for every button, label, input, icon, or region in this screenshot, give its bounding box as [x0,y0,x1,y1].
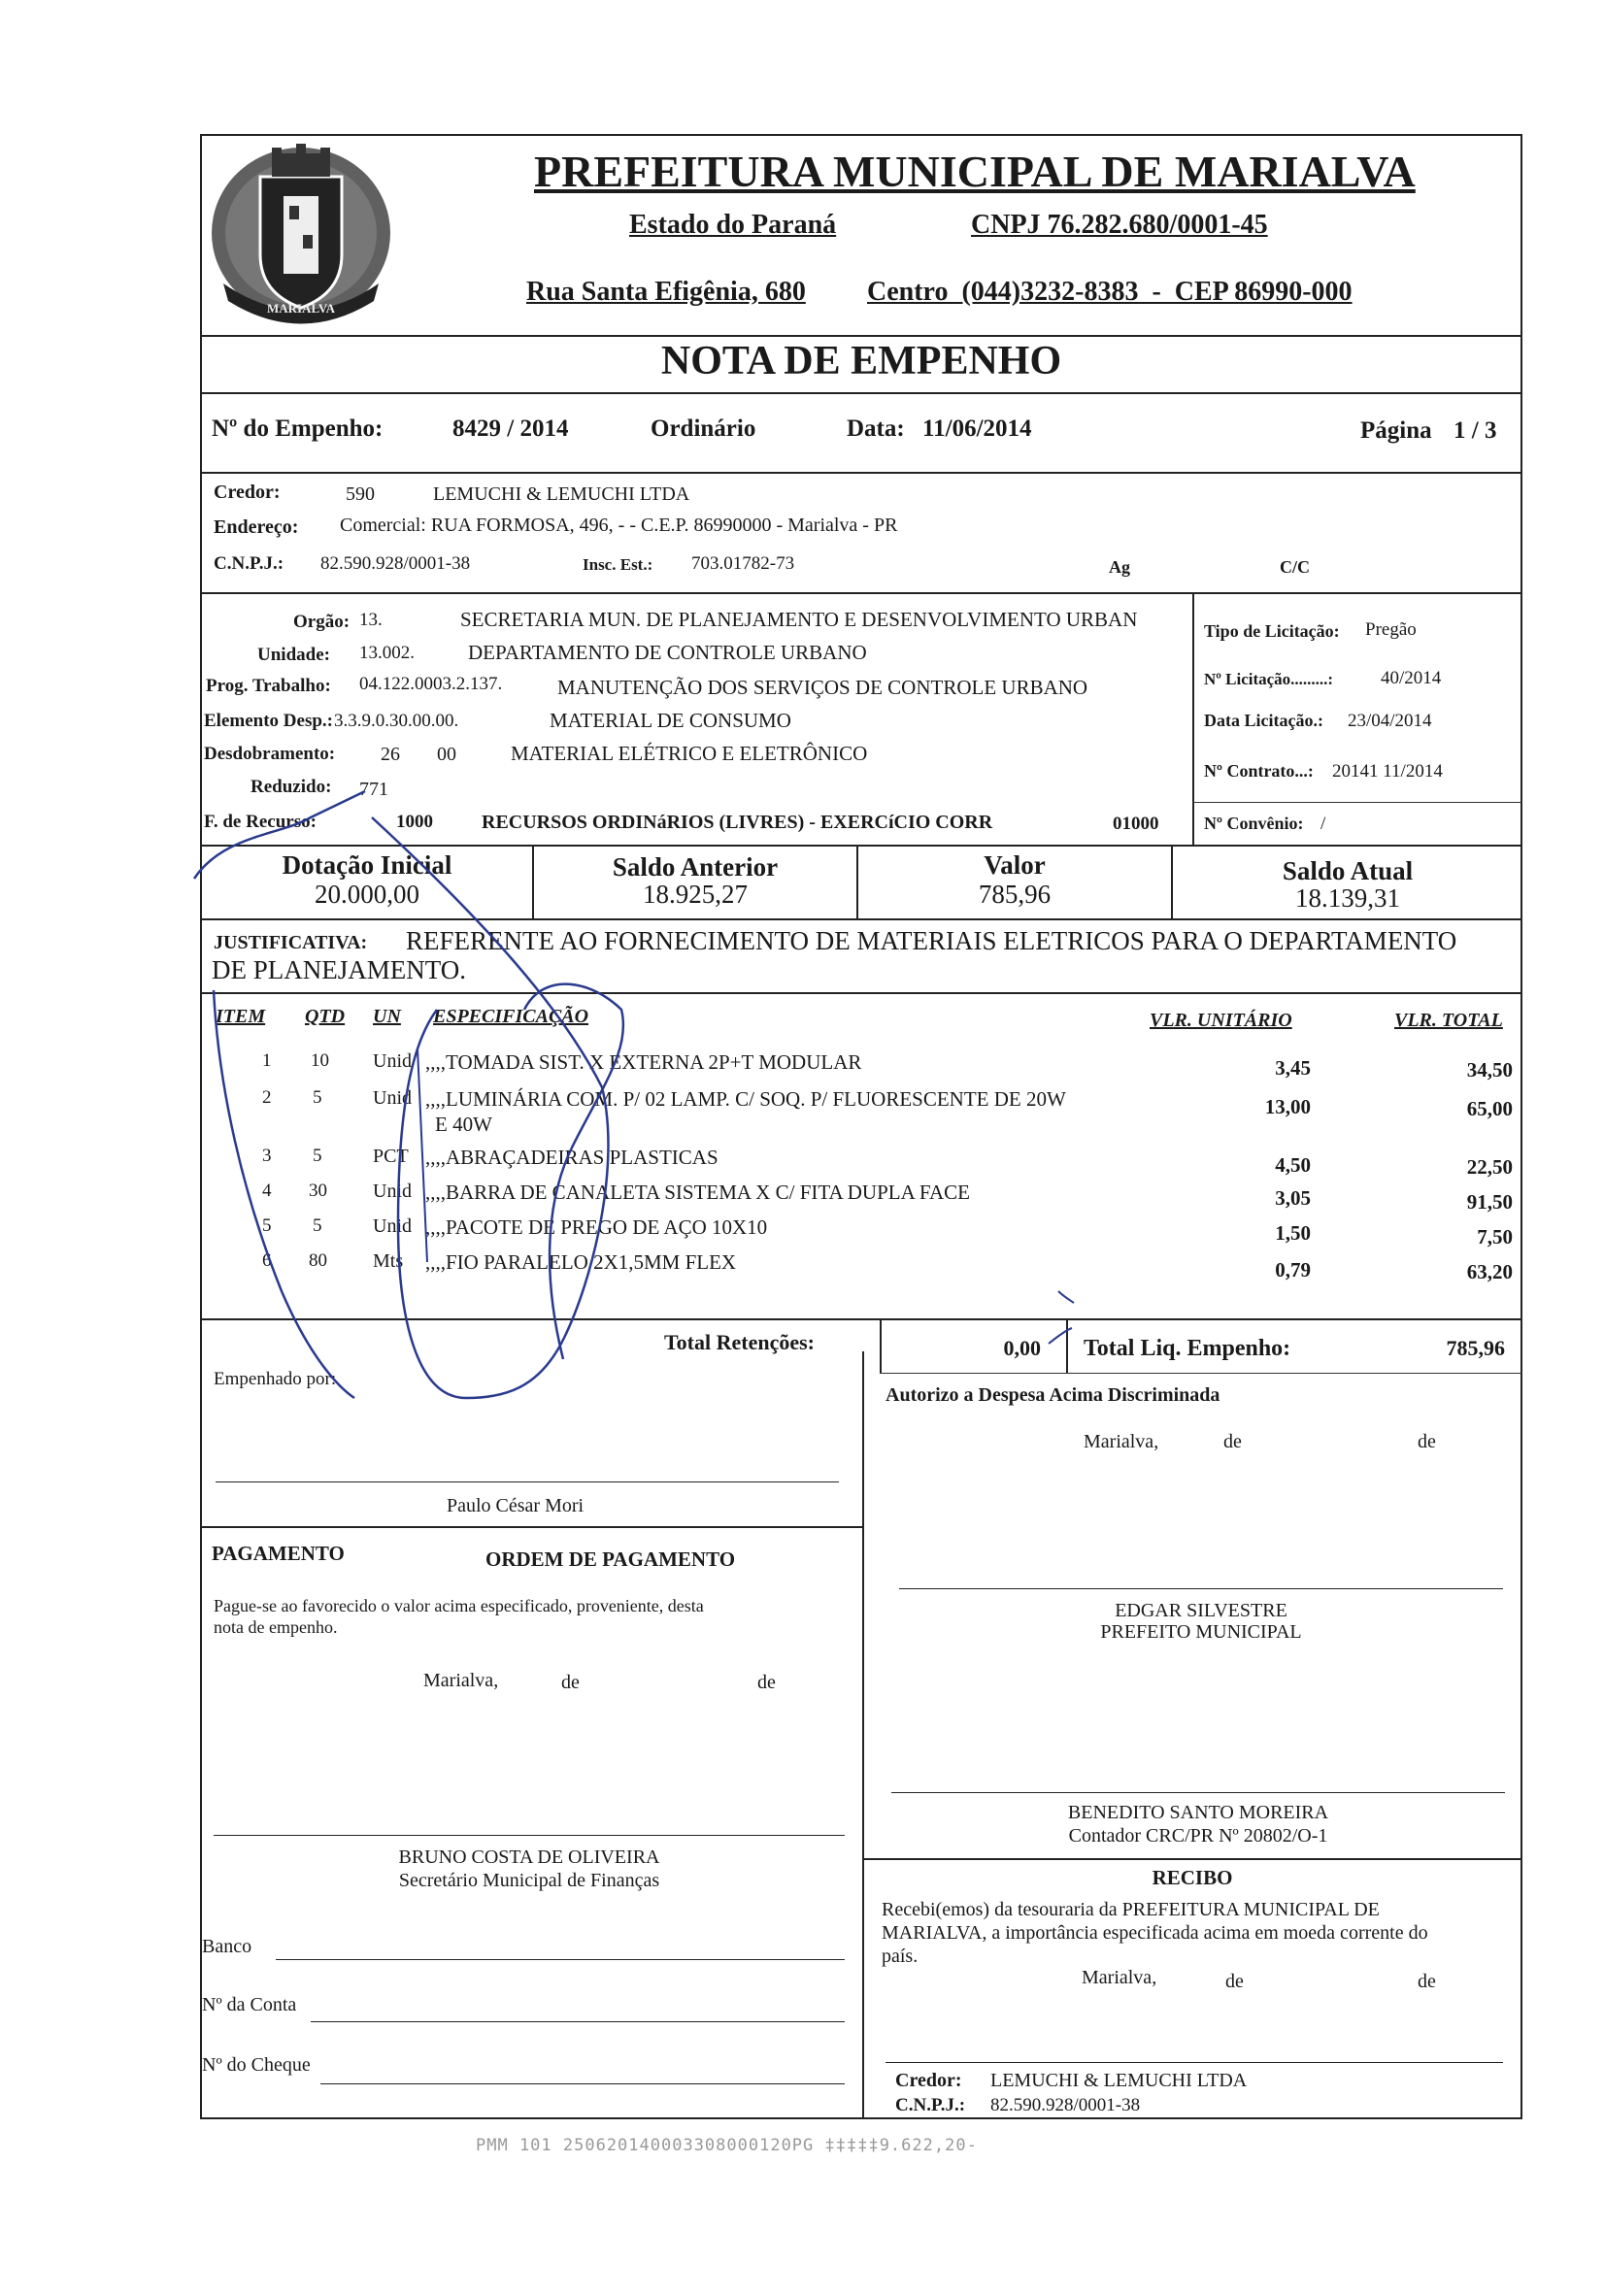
desdobramento-name: MATERIAL ELÉTRICO E ELETRÔNICO [511,742,868,765]
banco-label: Banco [202,1936,252,1957]
row-total: 91,50 [1466,1190,1513,1214]
desdobramento-code: 26 [381,744,400,765]
address-label: Rua Santa Efigênia, 680 [526,277,806,307]
unidade-code: 13.002. [359,643,415,663]
cc-label: C/C [1280,557,1310,577]
row-qtd: 5 [313,1146,322,1166]
desdobramento-label: Desdobramento: [204,744,336,764]
orgao-label: Orgão: [293,612,351,632]
row-spec-continued: E 40W [435,1113,492,1136]
autorizo-label: Autorizo a Despesa Acima Discriminada [886,1384,1220,1406]
prog-name: MANUTENÇÃO DOS SERVIÇOS DE CONTROLE URBANO [557,676,1088,699]
row-unit: 3,05 [1275,1186,1311,1210]
row-total: 65,00 [1466,1097,1513,1120]
row-un: Unid [373,1087,412,1109]
ag-label: Ag [1109,557,1130,577]
dotacao-label: Dotação Inicial [282,850,452,880]
credor-cnpj-label: C.N.P.J.: [214,553,284,574]
reduzido-label: Reduzido: [251,777,332,797]
row-unit: 13,00 [1264,1095,1311,1118]
pague-text-1: Pague-se ao favorecido o valor acima especificado, proveniente, desta [214,1596,704,1615]
empenhado-label: Empenhado por: [214,1369,337,1389]
recibo-city: Marialva, [1082,1967,1157,1988]
saldo-anterior-label: Saldo Anterior [612,852,779,882]
recibo-text-2: MARIALVA, a importância especificada acima em moeda corrente do [882,1922,1428,1944]
municipal-crest-icon [204,138,408,332]
row-item: 4 [262,1181,272,1201]
col-item: ITEM [216,1006,266,1027]
row-spec: ,,,,FIO PARALELO 2X1,5MM FLEX [425,1250,737,1274]
unidade-label: Unidade: [257,645,330,665]
row-total: 7,50 [1477,1225,1513,1248]
valor-value: 785,96 [978,880,1052,909]
empenho-label: Nº do Empenho: [212,416,384,442]
cnpj-label: CNPJ 76.282.680/0001-45 [971,210,1268,240]
recibo-label: RECIBO [1152,1866,1233,1889]
contact-label: Centro (044)3232-8383 - CEP 86990-000 [867,277,1353,307]
ie-label: Insc. Est.: [583,555,653,574]
credor-code: 590 [346,483,375,505]
row-un: Unid [373,1215,412,1237]
row-total: 63,20 [1466,1260,1513,1283]
row-unit: 3,45 [1275,1056,1311,1080]
elemento-name: MATERIAL DE CONSUMO [550,709,791,732]
empenho-number: 8429 / 2014 [452,416,569,442]
row-qtd: 30 [309,1181,327,1201]
row-qtd: 10 [311,1050,329,1071]
document-title: NOTA DE EMPENHO [660,339,1062,383]
conta-label: Nº da Conta [202,1994,297,2015]
tipo-licitacao: Pregão [1365,619,1417,640]
valor-label: Valor [984,850,1046,880]
pague-de-1: de [561,1672,580,1693]
recibo-de-1: de [1225,1971,1244,1992]
credor-ie: 703.01782-73 [691,553,795,574]
credor-name: LEMUCHI & LEMUCHI LTDA [433,483,690,505]
recibo-text-3: país. [882,1946,919,1967]
row-item: 6 [262,1250,272,1271]
credor-cnpj: 82.590.928/0001-38 [320,553,471,574]
fonte-number: 01000 [1113,814,1159,834]
desdobramento-sub: 00 [437,744,456,765]
col-vlr-total: VLR. TOTAL [1394,1010,1503,1031]
row-qtd: 5 [313,1087,322,1108]
tipo-licitacao-label: Tipo de Licitação: [1204,621,1340,641]
justificativa-line-2: DE PLANEJAMENTO. [212,955,466,984]
row-spec: ,,,,PACOTE DE PREGO DE AÇO 10X10 [425,1215,768,1239]
pague-de-2: de [757,1672,776,1693]
liquido-value: 785,96 [1446,1336,1505,1360]
justificativa-label: JUSTIFICATIVA: [214,932,368,953]
recibo-cnpj: 82.590.928/0001-38 [990,2095,1141,2115]
prefeito-name: EDGAR SILVESTRE [1115,1600,1287,1621]
row-item: 3 [262,1146,272,1166]
credor-address: Comercial: RUA FORMOSA, 496, - - C.E.P. 86990000 - Marialva - PR [340,515,898,536]
date-label: Data: [847,416,905,442]
footer-stamp: PMM 101 250620140003308000120PG ‡‡‡‡‡9.622,20- [476,2136,978,2155]
fonte-name: RECURSOS ORDINáRIOS (LIVRES) - EXERCíCIO CORR [482,812,993,833]
contador-title: Contador CRC/PR Nº 20802/O-1 [1068,1825,1328,1847]
cheque-label: Nº do Cheque [202,2054,311,2076]
retencoes-label: Total Retenções: [664,1330,815,1354]
convenio-label: Nº Convênio: [1204,814,1304,833]
prog-label: Prog. Trabalho: [206,676,331,696]
row-unit: 1,50 [1275,1221,1311,1245]
contador-name: BENEDITO SANTO MOREIRA [1067,1802,1329,1823]
data-licitacao: 23/04/2014 [1348,711,1432,731]
empenho-date: 11/06/2014 [922,416,1032,442]
data-licitacao-label: Data Licitação.: [1204,711,1323,730]
elemento-code: 3.3.9.0.30.00.00. [334,711,459,731]
autorizo-de-1: de [1223,1431,1242,1452]
retencoes-value: 0,00 [1003,1336,1041,1360]
autorizo-de-2: de [1418,1431,1436,1452]
recibo-credor-label: Credor: [895,2070,962,2091]
empenho-type: Ordinário [651,416,756,442]
row-spec: ,,,,ABRAÇADEIRAS PLASTICAS [425,1146,718,1169]
row-item: 2 [262,1087,272,1108]
contrato-label: Nº Contrato...: [1204,761,1314,781]
ordem-pagamento-label: ORDEM DE PAGAMENTO [485,1547,736,1571]
secretario-title: Secretário Municipal de Finanças [398,1870,660,1891]
row-un: Unid [373,1050,412,1072]
row-qtd: 5 [313,1215,322,1236]
pague-city: Marialva, [423,1670,499,1691]
page-title: PREFEITURA MUNICIPAL DE MARIALVA [534,147,1416,196]
autorizo-city: Marialva, [1084,1431,1159,1452]
row-unit: 0,79 [1275,1258,1311,1281]
row-spec: ,,,,BARRA DE CANALETA SISTEMA X C/ FITA DUPLA FACE [425,1181,970,1204]
col-un: UN [373,1006,401,1027]
row-total: 22,50 [1466,1155,1513,1179]
col-qtd: QTD [305,1006,346,1027]
licitacao-num: 40/2014 [1381,668,1442,688]
liquido-label: Total Liq. Empenho: [1084,1336,1291,1361]
empenhado-name: Paulo César Mori [447,1495,585,1516]
recibo-cnpj-label: C.N.P.J.: [895,2095,966,2115]
reduzido-value: 771 [359,779,388,800]
elemento-label: Elemento Desp.: [204,711,333,731]
state-label: Estado do Paraná [629,210,837,240]
fonte-code: 1000 [396,812,433,832]
col-especificacao: ESPECIFICAÇÃO [433,1006,589,1027]
contrato-value: 20141 11/2014 [1332,761,1443,782]
unidade-name: DEPARTAMENTO DE CONTROLE URBANO [468,641,867,664]
row-unit: 4,50 [1275,1153,1311,1177]
credor-label: Credor: [214,482,281,503]
row-spec: ,,,,TOMADA SIST. X EXTERNA 2P+T MODULAR [425,1050,862,1074]
orgao-name: SECRETARIA MUN. DE PLANEJAMENTO E DESENVOLVIMENTO URBAN [460,608,1138,631]
pagamento-label: PAGAMENTO [212,1542,345,1565]
row-total: 34,50 [1466,1058,1513,1081]
recibo-text-1: Recebi(emos) da tesouraria da PREFEITURA MUNICIPAL DE [882,1899,1380,1920]
saldo-atual-value: 18.139,31 [1295,883,1400,913]
row-item: 1 [262,1050,272,1071]
row-un: PCT [373,1146,409,1167]
justificativa-line-1: REFERENTE AO FORNECIMENTO DE MATERIAIS ELETRICOS PARA O DEPARTAMENTO [406,926,1457,955]
row-un: Unid [373,1181,412,1202]
row-item: 5 [262,1215,272,1236]
saldo-anterior-value: 18.925,27 [643,880,748,909]
recibo-de-2: de [1418,1971,1436,1992]
prefeito-title: PREFEITO MUNICIPAL [1100,1621,1302,1643]
address-field-label: Endereço: [214,516,299,538]
svg-text:MARIALVA: MARIALVA [266,301,336,316]
licitacao-num-label: Nº Licitação.........: [1204,670,1334,688]
fonte-label: F. de Recurso: [204,812,317,832]
saldo-atual-label: Saldo Atual [1282,856,1414,885]
secretario-name: BRUNO COSTA DE OLIVEIRA [398,1847,660,1868]
row-un: Mts [373,1250,404,1272]
page-label: Página [1360,417,1432,444]
col-vlr-unitario: VLR. UNITÁRIO [1150,1010,1292,1031]
pague-text-2: nota de empenho. [214,1617,338,1637]
convenio-value: / [1320,814,1326,834]
row-spec: ,,,,LUMINÁRIA COM. P/ 02 LAMP. C/ SOQ. P/ FLUORESCENTE DE 20W [425,1087,1066,1111]
orgao-code: 13. [359,610,383,630]
recibo-credor-name: LEMUCHI & LEMUCHI LTDA [990,2070,1248,2091]
row-qtd: 80 [309,1250,327,1271]
dotacao-value: 20.000,00 [315,880,419,909]
prog-code: 04.122.0003.2.137. [359,674,503,694]
page-number: 1 / 3 [1454,417,1497,444]
